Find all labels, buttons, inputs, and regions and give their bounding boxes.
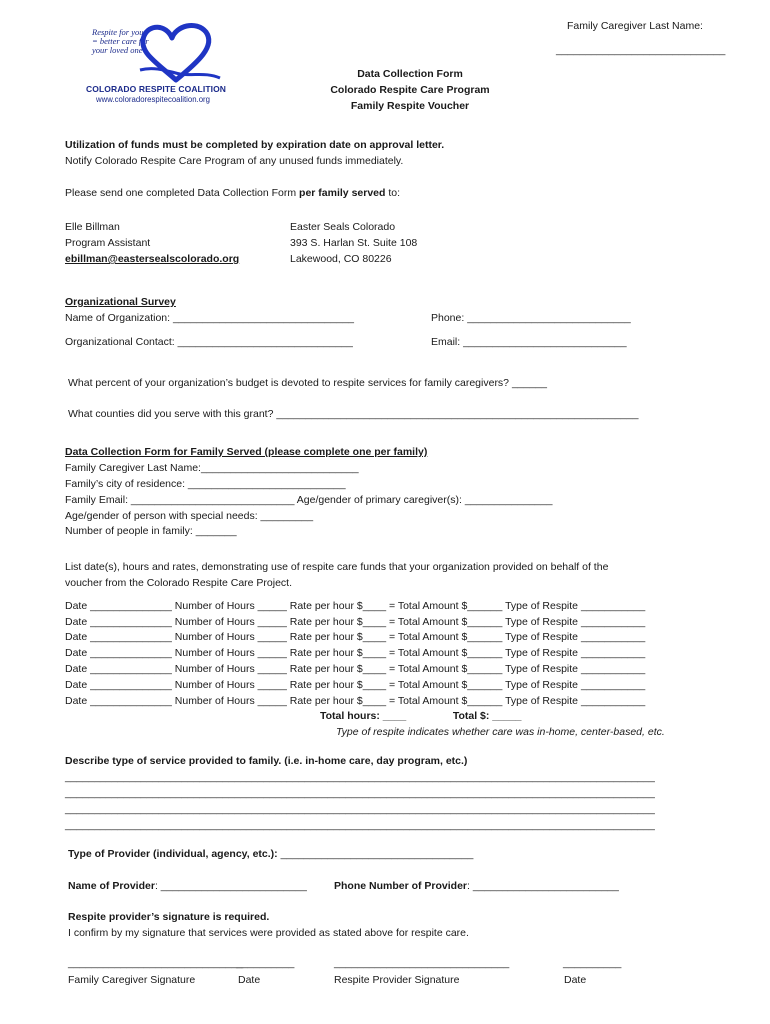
- form-subtitle: Colorado Respite Care Program: [330, 84, 490, 96]
- provider-type-field[interactable]: Type of Provider (individual, agency, etc.): _________________________________: [68, 848, 474, 860]
- contact-city: Lakewood, CO 80226: [290, 253, 392, 265]
- service-description-line[interactable]: _____________________________________________________________________________________________________: [65, 787, 655, 799]
- intro-unused-funds: Notify Colorado Respite Care Program of any unused funds immediately.: [65, 155, 404, 167]
- caregiver-signature-line[interactable]: ______________________________: [68, 957, 244, 969]
- family-special-needs-field[interactable]: Age/gender of person with special needs: _________: [65, 510, 314, 522]
- header-last-name-input[interactable]: _____________________________: [556, 44, 726, 56]
- usage-note: Type of respite indicates whether care was in-home, center-based, etc.: [336, 726, 665, 738]
- provider-phone-field[interactable]: Phone Number of Provider: _________________________: [334, 880, 619, 892]
- caregiver-signature-label: Family Caregiver Signature: [68, 974, 196, 986]
- service-heading: Describe type of service provided to family. (i.e. in-home care, day program, etc.): [65, 755, 468, 767]
- usage-instructions: List date(s), hours and rates, demonstrating use of respite care funds that your organization provided on behalf of the: [65, 561, 609, 573]
- service-description-line[interactable]: _____________________________________________________________________________________________________: [65, 803, 655, 815]
- intro-expiration-notice: Utilization of funds must be completed by expiration date on approval letter.: [65, 139, 445, 151]
- logo-website: www.coloradorespitecoalition.org: [96, 95, 210, 104]
- form-voucher-title: Family Respite Voucher: [350, 100, 470, 112]
- service-description-line[interactable]: _____________________________________________________________________________________________________: [65, 819, 655, 831]
- provider-date-label: Date: [564, 974, 587, 986]
- usage-row[interactable]: Date ______________ Number of Hours _____ Rate per hour $____ = Total Amount $______ Type of Respite ___________: [65, 616, 646, 628]
- survey-heading: Organizational Survey: [65, 296, 176, 308]
- service-description-line[interactable]: _____________________________________________________________________________________________________: [65, 771, 655, 783]
- intro-send-instructions: Please send one completed Data Collection Form per family served to:: [65, 187, 401, 199]
- contact-role: Program Assistant: [65, 237, 151, 249]
- usage-instructions-cont: voucher from the Colorado Respite Care Project.: [65, 577, 293, 589]
- family-email-age-field[interactable]: Family Email: ____________________________ Age/gender of primary caregiver(s): _______________: [65, 494, 553, 506]
- provider-signature-line[interactable]: ______________________________: [334, 957, 510, 969]
- survey-budget-field[interactable]: What percent of your organization’s budget is devoted to respite services for family caregivers? ______: [68, 377, 547, 389]
- caregiver-date-label: Date: [238, 974, 261, 986]
- caregiver-date-line[interactable]: __________: [236, 957, 295, 969]
- usage-row[interactable]: Date ______________ Number of Hours _____ Rate per hour $____ = Total Amount $______ Type of Respite ___________: [65, 695, 646, 707]
- heart-ribbon-icon: [136, 22, 222, 84]
- header-last-name-label: Family Caregiver Last Name:: [567, 20, 703, 32]
- contact-email-link[interactable]: ebillman@eastersealscolorado.org: [65, 253, 240, 265]
- family-last-name-field[interactable]: Family Caregiver Last Name:___________________________: [65, 462, 359, 474]
- survey-contact-field[interactable]: Organizational Contact: ______________________________: [65, 336, 353, 348]
- family-city-field[interactable]: Family’s city of residence: ___________________________: [65, 478, 346, 490]
- survey-counties-field[interactable]: What counties did you serve with this grant? ______________________________________________________________: [68, 408, 639, 420]
- provider-date-line[interactable]: __________: [563, 957, 622, 969]
- survey-org-name-field[interactable]: Name of Organization: _______________________________: [65, 312, 354, 324]
- logo-tagline: Respite for you = better care for your loved one: [92, 27, 149, 55]
- family-heading: Data Collection Form for Family Served (please complete one per family): [65, 446, 428, 458]
- usage-row[interactable]: Date ______________ Number of Hours _____ Rate per hour $____ = Total Amount $______ Type of Respite ___________: [65, 679, 646, 691]
- contact-street: 393 S. Harlan St. Suite 108: [290, 237, 418, 249]
- signature-confirm-text: I confirm by my signature that services were provided as stated above for respite care.: [68, 927, 469, 939]
- signature-required-notice: Respite provider’s signature is required.: [68, 911, 270, 923]
- contact-org: Easter Seals Colorado: [290, 221, 396, 233]
- logo-org-name: COLORADO RESPITE COALITION: [86, 84, 227, 94]
- usage-row[interactable]: Date ______________ Number of Hours _____ Rate per hour $____ = Total Amount $______ Type of Respite ___________: [65, 663, 646, 675]
- usage-row[interactable]: Date ______________ Number of Hours _____ Rate per hour $____ = Total Amount $______ Type of Respite ___________: [65, 600, 646, 612]
- usage-row[interactable]: Date ______________ Number of Hours _____ Rate per hour $____ = Total Amount $______ Type of Respite ___________: [65, 631, 646, 643]
- usage-totals-field[interactable]: Total hours: ____ Total $: _____: [320, 710, 522, 722]
- family-size-field[interactable]: Number of people in family: _______: [65, 525, 237, 537]
- provider-signature-label: Respite Provider Signature: [334, 974, 460, 986]
- survey-phone-field[interactable]: Phone: ____________________________: [431, 312, 631, 324]
- contact-name: Elle Billman: [65, 221, 120, 233]
- usage-row[interactable]: Date ______________ Number of Hours _____ Rate per hour $____ = Total Amount $______ Type of Respite ___________: [65, 647, 646, 659]
- coalition-logo: [82, 22, 232, 112]
- survey-email-field[interactable]: Email: ____________________________: [431, 336, 627, 348]
- form-title: Data Collection Form: [357, 68, 463, 80]
- provider-name-field[interactable]: Name of Provider: _________________________: [68, 880, 307, 892]
